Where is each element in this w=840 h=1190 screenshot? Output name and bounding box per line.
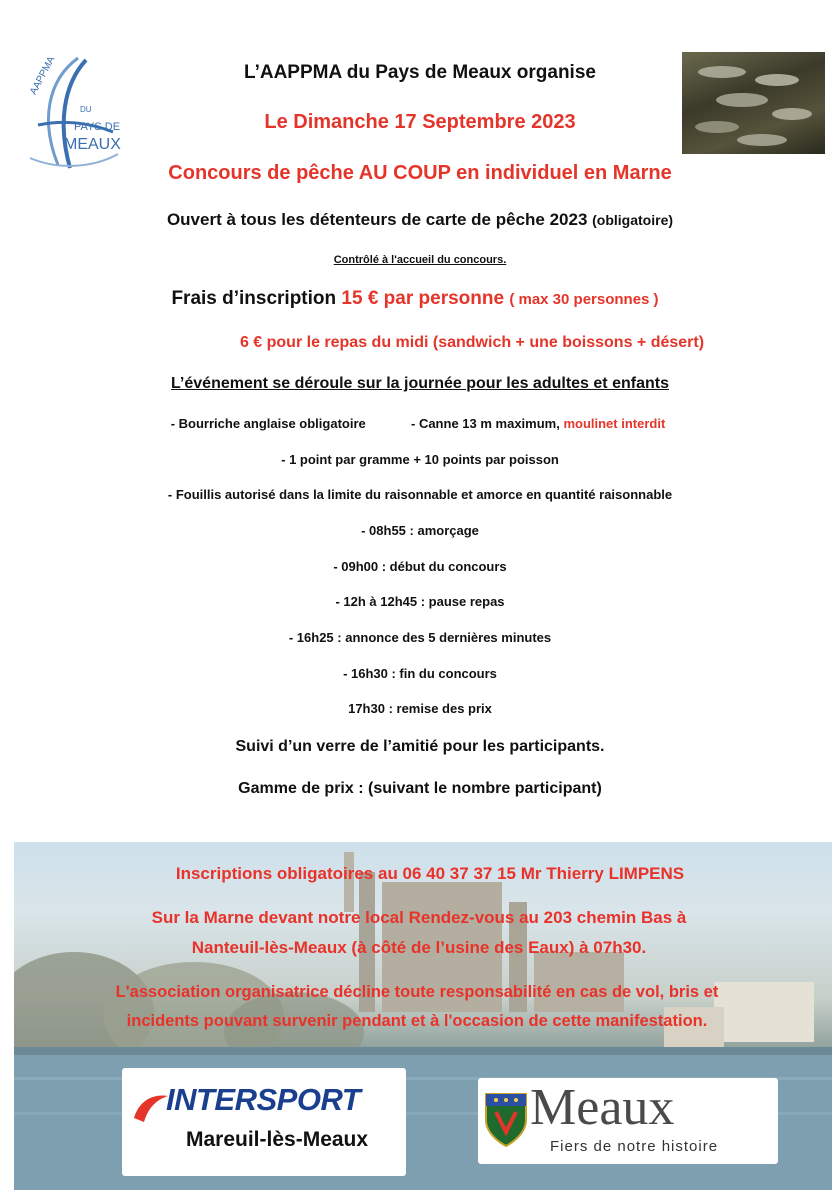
canne-rule: - Canne 13 m maximum, [411, 416, 560, 431]
responsabilite-line-1: L'association organisatrice décline toute responsabilité en cas de vol, bris et [115, 983, 719, 1001]
horaire-item: - 08h55 : amorçage [361, 523, 479, 538]
event-date: Le Dimanche 17 Septembre 2023 [264, 111, 576, 133]
ouvert-suffix: (obligatoire) [592, 212, 674, 228]
suivi-line: Suivi d’un verre de l’amitié pour les participants. [235, 738, 605, 755]
lieu-line-1: Sur la Marne devant notre local Rendez-vous au 203 chemin Bas à [151, 908, 687, 927]
repas-line: 6 € pour le repas du midi (sandwich + une boissons + désert) [239, 334, 705, 351]
lieu-line-2: Nanteuil-lès-Meaux (à côté de l’usine des Eaux) à 07h30. [191, 938, 647, 957]
logo-meaux: MEAUX [64, 136, 121, 153]
moulinet-rule: moulinet interdit [563, 416, 666, 431]
regles-line-1 [0, 416, 838, 431]
organise-heading: L’AAPPMA du Pays de Meaux organise [244, 62, 596, 83]
controle-note: Contrôlé à l'accueil du concours. [333, 254, 507, 266]
evenement-line: L’événement se déroule sur la journée pour les adultes et enfants [171, 375, 669, 392]
frais-max: ( max 30 personnes ) [509, 291, 659, 308]
frais-line [0, 288, 835, 310]
intersport-swoosh-icon [130, 1088, 170, 1128]
horaire-item: - 16h30 : fin du concours [343, 666, 497, 681]
horaire-item: - 12h à 12h45 : pause repas [335, 594, 505, 609]
meaux-name: Meaux [530, 1079, 675, 1136]
intersport-logo [122, 1068, 406, 1176]
points-rule: - 1 point par gramme + 10 points par poisson [281, 452, 559, 467]
logo-pays-de: PAYS DE [74, 121, 121, 133]
fouillis-rule: - Fouillis autorisé dans la limite du raisonnable et amorce en quantité raisonnable [167, 487, 673, 502]
frais-price: 15 € par personne [341, 288, 505, 309]
ouvert-main: Ouvert à tous les détenteurs de carte de pêche 2023 [166, 210, 588, 229]
logo-du: DU [80, 105, 92, 114]
ouvert-line [0, 210, 840, 230]
intersport-name: INTERSPORT [166, 1082, 361, 1117]
horaire-item: - 16h25 : annonce des 5 dernières minutes [288, 630, 552, 645]
meaux-shield-icon [484, 1092, 528, 1148]
frais-label: Frais d’inscription [171, 288, 337, 309]
horaire-item: 17h30 : remise des prix [348, 701, 492, 716]
inscriptions-line: Inscriptions obligatoires au 06 40 37 37 15 Mr Thierry LIMPENS [175, 864, 685, 883]
horaire-item: - 09h00 : début du concours [333, 559, 507, 574]
intersport-city: Mareuil-lès-Meaux [186, 1128, 369, 1151]
bourriche-rule: - Bourriche anglaise obligatoire [170, 416, 366, 431]
gamme-line: Gamme de prix : (suivant le nombre participant) [238, 780, 602, 797]
responsabilite-line-2: incidents pouvant survenir pendant et à l'occasion de cette manifestation. [126, 1012, 708, 1030]
meaux-tagline: Fiers de notre histoire [550, 1138, 719, 1155]
concours-title: Concours de pêche AU COUP en individuel en Marne [168, 162, 672, 184]
logo-top-text: AAPPMA [28, 54, 58, 97]
meaux-city-logo [478, 1078, 778, 1164]
